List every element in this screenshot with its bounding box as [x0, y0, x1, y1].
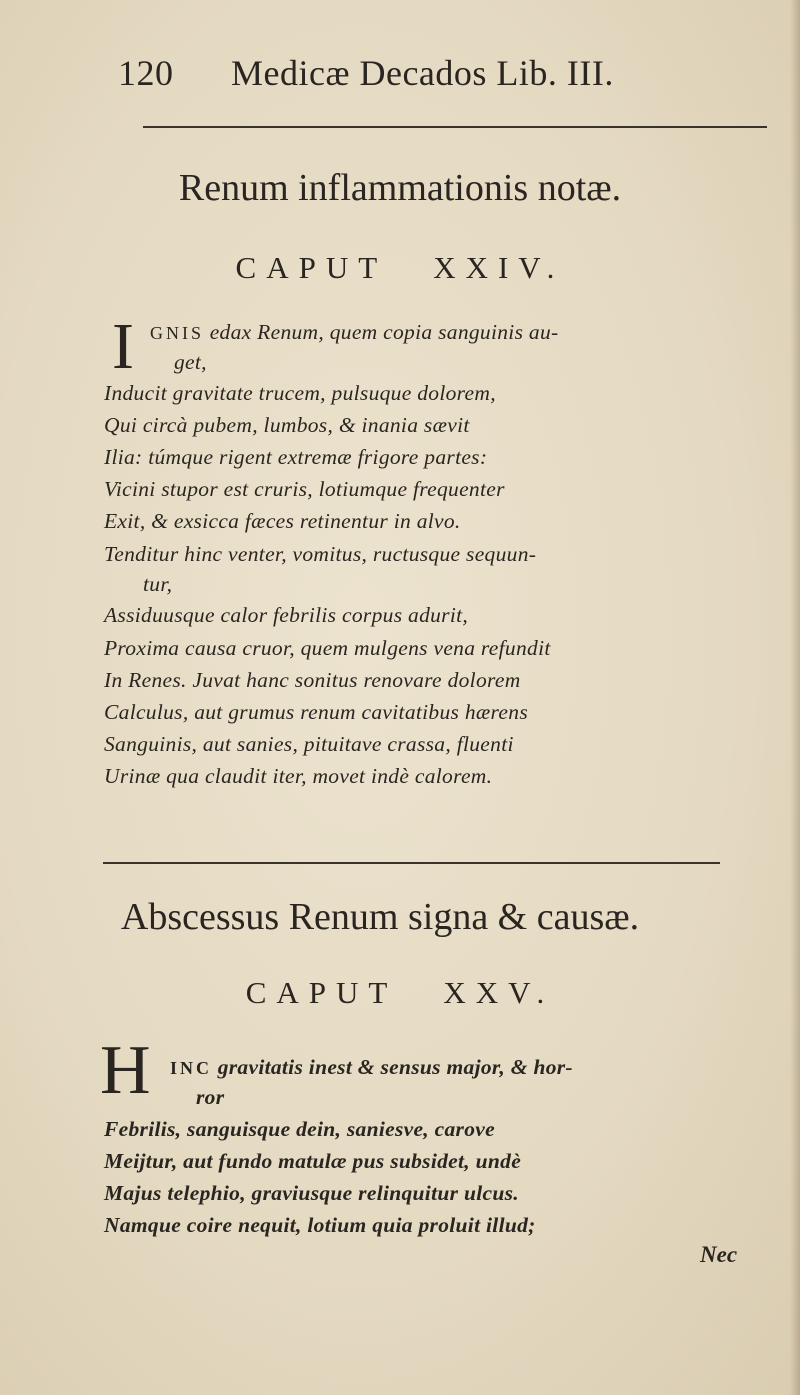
verse-line: Meijtur, aut fundo matulæ pus subsidet, undè — [104, 1149, 522, 1173]
chapter-word: CAPUT — [235, 250, 388, 285]
section-divider-rule — [103, 862, 720, 864]
section-title-renum-inflammationis: Renum inflammationis notæ. — [178, 167, 622, 209]
chapter-number: XXIV. — [433, 250, 565, 285]
page-number: 120 — [118, 53, 174, 93]
section-title-abscessus-renum: Abscessus Renum signa & causæ. — [120, 896, 640, 938]
verse-line: Ilia: túmque rigent extremæ frigore partes: — [104, 445, 488, 469]
verse-line: Proxima causa cruor, quem mulgens vena refundit — [104, 636, 551, 660]
verse-line: get, — [174, 350, 207, 374]
verse-line: Assiduusque calor febrilis corpus adurit, — [104, 603, 469, 627]
verse-line: In Renes. Juvat hanc sonitus renovare dolorem — [104, 668, 521, 692]
chapter-heading-xxv — [0, 975, 800, 1011]
verse-line: Inducit gravitate trucem, pulsuque dolorem, — [104, 381, 496, 405]
verse-line: Majus telephio, graviusque relinquitur ulcus. — [104, 1181, 519, 1205]
verse-line: Qui circà pubem, lumbos, & inania sævit — [104, 413, 470, 437]
running-title: Medicæ Decados Lib. III. — [231, 53, 614, 93]
verse-line: ror — [196, 1085, 225, 1109]
opening-smallcaps: GNIS — [150, 323, 205, 343]
verse-line: Exit, & exsicca fæces retinentur in alvo. — [104, 509, 461, 533]
chapter-heading-xxiv — [0, 250, 800, 286]
verse-line: Namque coire nequit, lotium quia proluit illud; — [104, 1213, 536, 1237]
chapter-number: XXV. — [443, 975, 555, 1010]
verse-line: Tenditur hinc venter, vomitus, ructusque sequun- — [104, 542, 537, 566]
drop-cap-I: I — [112, 310, 134, 383]
catchword: Nec — [700, 1242, 738, 1267]
verse-line — [170, 1055, 800, 1080]
chapter-word: CAPUT — [245, 975, 398, 1010]
verse-text: edax Renum, quem copia sanguinis au- — [209, 320, 559, 344]
opening-smallcaps: INC — [170, 1058, 213, 1078]
verse-text: gravitatis inest & sensus major, & hor- — [217, 1055, 573, 1079]
verse-line: tur, — [143, 572, 173, 596]
drop-cap-H: H — [100, 1032, 151, 1109]
header-rule — [143, 126, 767, 128]
verse-line: Febrilis, sanguisque dein, saniesve, carove — [104, 1117, 495, 1141]
verse-line: Vicini stupor est cruris, lotiumque frequenter — [104, 477, 505, 501]
verse-line: Urinæ qua claudit iter, movet indè calorem. — [104, 764, 493, 788]
verse-line: Sanguinis, aut sanies, pituitave crassa, fluenti — [104, 732, 514, 756]
verse-line — [150, 320, 800, 345]
running-head — [118, 52, 718, 94]
verse-line: Calculus, aut grumus renum cavitatibus hærens — [104, 700, 528, 724]
